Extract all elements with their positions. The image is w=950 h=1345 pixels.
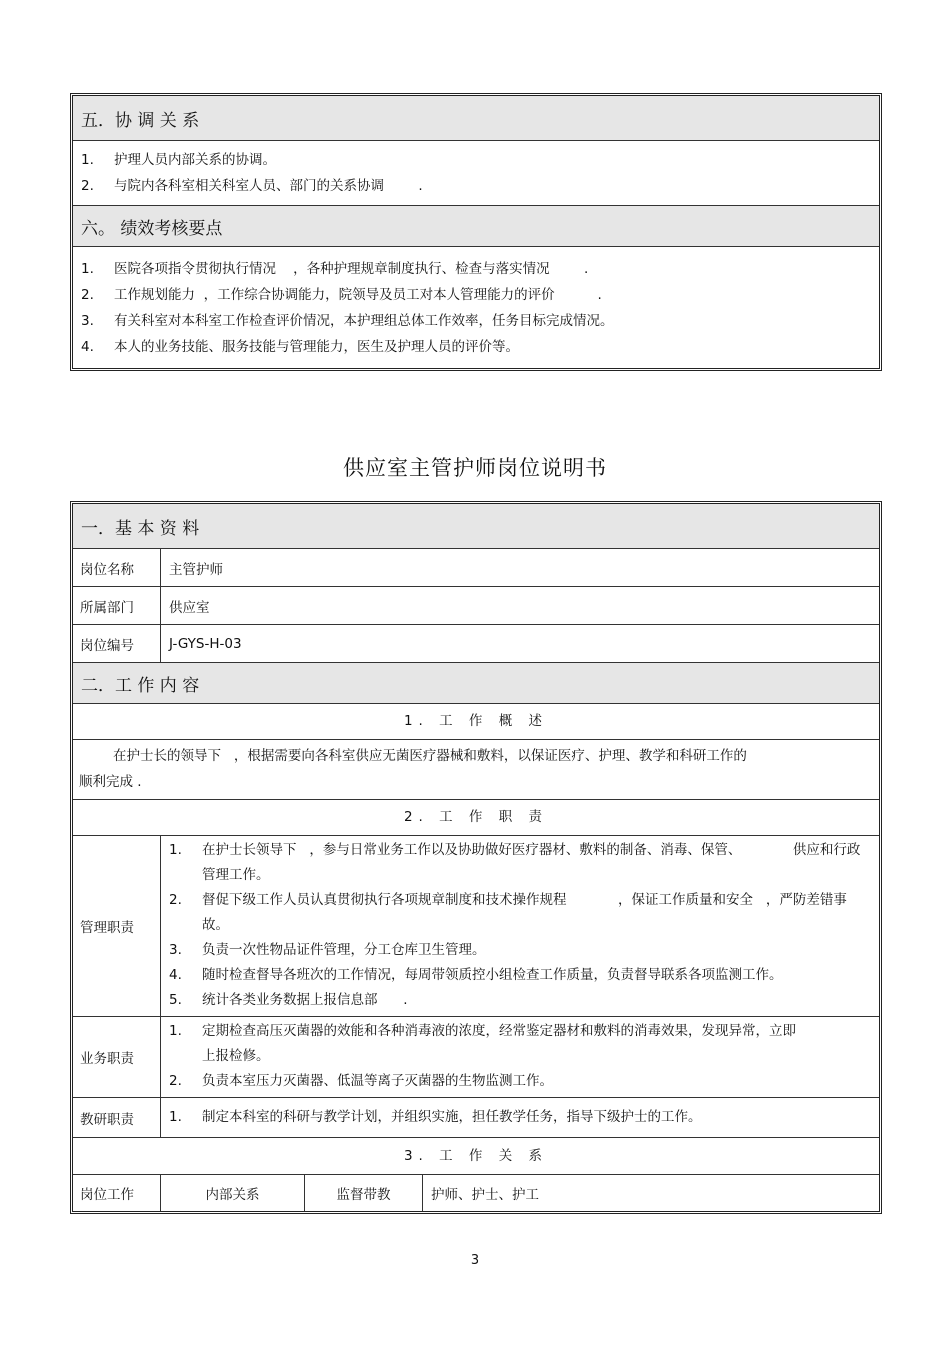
list-item: 1. 护理人员内部关系的协调。 [81, 152, 276, 168]
relations-col-4: 护师、护士、护工 [431, 1187, 539, 1203]
duties-heading: 2. 工 作 职 责 [73, 800, 879, 836]
duty-label: 教研职责 [73, 1098, 161, 1137]
business-duties-list [161, 1017, 879, 1097]
relations-col-1: 岗位工作 [73, 1175, 161, 1211]
document-title: 供应室主管护师岗位说明书 [343, 456, 607, 480]
duty-label: 业务职责 [73, 1017, 161, 1097]
info-label: 所属部门 [73, 587, 161, 624]
overview-line-2: 顺利完成 . [79, 774, 142, 790]
teaching-duties-row [73, 1098, 879, 1138]
list-item: 5. 统计各类业务数据上报信息部 . [169, 992, 408, 1008]
list-item: 3. 有关科室对本科室工作检查评价情况，本护理组总体工作效率，任务目标完成情况。 [81, 313, 614, 329]
list-item: 3. 负责一次性物品证件管理，分工仓库卫生管理。 [169, 942, 486, 958]
teaching-duties-list [161, 1098, 879, 1137]
job-description-box [70, 501, 882, 1214]
coordination-performance-box [70, 93, 882, 371]
section-5-title: 五．协 调 关 系 [73, 96, 879, 141]
list-item: 2. 工作规划能力 ，工作综合协调能力，院领导及员工对本人管理能力的评价 . [81, 287, 602, 303]
management-duties-list [161, 836, 879, 1016]
list-item: 1. 制定本科室的科研与教学计划，并组织实施，担任教学任务，指导下级护士的工作。 [169, 1108, 702, 1125]
overview-line-1: 在护士长的领导下 ，根据需要向各科室供应无菌医疗器械和敷料，以保证医疗、护理、教学和科研工作的 [113, 748, 747, 764]
list-item: 4. 本人的业务技能、服务技能与管理能力，医生及护理人员的评价等。 [81, 339, 519, 355]
list-item: 2. 与院内各科室相关科室人员、部门的关系协调 . [81, 178, 423, 194]
relations-row [73, 1175, 879, 1211]
section-5-list [73, 141, 879, 205]
overview-heading: 1. 工 作 概 述 [73, 704, 879, 740]
business-duties-row [73, 1017, 879, 1098]
info-value: 主管护师 [169, 561, 223, 578]
relations-heading: 3. 工 作 关 系 [73, 1138, 879, 1175]
info-value: J-GYS-H-03 [169, 635, 242, 652]
info-row-department [73, 587, 879, 625]
overview-paragraph [73, 740, 879, 800]
section-6-list [73, 247, 879, 368]
basic-info-title: 一．基 本 资 料 [73, 504, 879, 549]
list-item: 1. 医院各项指令贯彻执行情况 ，各种护理规章制度执行、检查与落实情况 . [81, 261, 589, 277]
list-item: 1. 定期检查高压灭菌器的效能和各种消毒液的浓度，经常鉴定器材和敷料的消毒效果，发现异常，立即上报检修。 [169, 1023, 796, 1064]
relations-col-2: 内部关系 [161, 1175, 305, 1211]
info-label: 岗位名称 [73, 549, 161, 586]
list-item: 1. 在护士长领导下 ，参与日常业务工作以及协助做好医疗器材、敷料的制备、消毒、保管、 供应和行政管理工作。 [169, 842, 861, 883]
info-label: 岗位编号 [73, 625, 161, 662]
management-duties-row [73, 836, 879, 1017]
info-row-position [73, 549, 879, 587]
section-6-title: 六。 绩效考核要点 [73, 205, 879, 247]
duty-label: 管理职责 [73, 836, 161, 1016]
page-number: 3 [470, 1253, 480, 1268]
list-item: 2. 负责本室压力灭菌器、低温等离子灭菌器的生物监测工作。 [169, 1073, 553, 1089]
work-content-title: 二．工 作 内 容 [73, 663, 879, 704]
list-item: 2. 督促下级工作人员认真贯彻执行各项规章制度和技术操作规程 ，保证工作质量和安全 ，严防差错事故。 [169, 892, 847, 933]
info-value: 供应室 [169, 599, 210, 616]
list-item: 4. 随时检查督导各班次的工作情况，每周带领质控小组检查工作质量，负责督导联系各项监测工作。 [169, 967, 783, 983]
info-row-code [73, 625, 879, 663]
relations-col-3: 监督带教 [305, 1175, 423, 1211]
